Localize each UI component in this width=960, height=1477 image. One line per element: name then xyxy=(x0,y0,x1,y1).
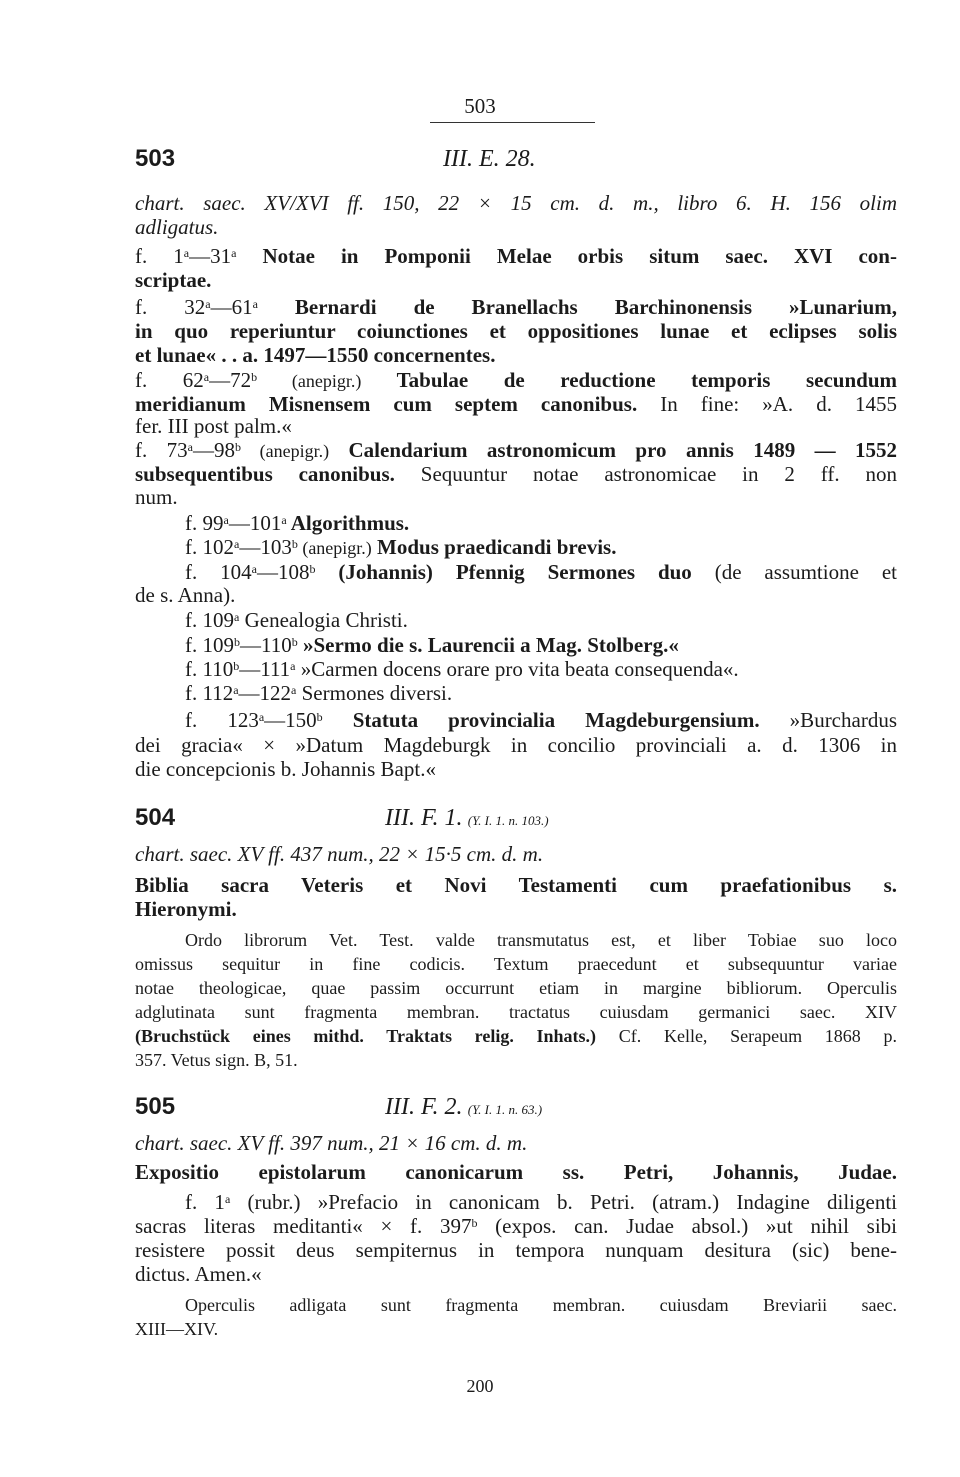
folio: f. 32 xyxy=(135,295,206,319)
entry-505-heading xyxy=(135,1095,897,1119)
note: (anepigr.) xyxy=(257,371,362,391)
incipit: »Burchardus xyxy=(759,708,897,732)
entry-503-item-cont: num. xyxy=(135,485,178,509)
entry-503-item xyxy=(135,560,897,584)
entry-503-item xyxy=(135,244,897,268)
folio: —111 xyxy=(239,657,291,681)
folio: —108 xyxy=(256,560,310,584)
item-title: Statuta provincialia Magdeburgensium. xyxy=(322,708,760,732)
entry-503-item xyxy=(135,368,897,393)
folio: —31 xyxy=(189,244,232,268)
superscript: b xyxy=(316,710,323,724)
superscript: a xyxy=(203,370,210,384)
entry-number: 504 xyxy=(135,804,176,831)
superscript: a xyxy=(205,297,211,311)
note-german: (Bruchstück eines mithd. Traktats relig. Inhats.) xyxy=(135,1026,597,1046)
item-title: Algorithmus. xyxy=(286,511,410,535)
entry-503-item-cont: et lunae« . . a. 1497—1550 concernentes. xyxy=(135,343,496,367)
entry-504-heading xyxy=(135,806,897,830)
entry-505-item-cont: dictus. Amen.« xyxy=(135,1262,262,1286)
superscript: a xyxy=(251,562,257,576)
item-title: subsequentibus canonibus. xyxy=(135,462,395,486)
note-reference: Cf. Kelle, Serapeum 1868 p. xyxy=(596,1026,898,1046)
shelfmark-group xyxy=(385,1095,542,1122)
entry-503-item xyxy=(135,708,897,732)
entry-503-description: chart. saec. XV/XVI ff. 150, 22 × 15 cm. d. m., libro 6. H. 156 olim xyxy=(135,191,897,215)
item-title: Bernardi de Branellachs Barchinonensis »Lunarium, xyxy=(257,295,897,319)
entry-503-item-cont xyxy=(135,392,897,416)
folio: f. 1 xyxy=(185,1190,225,1214)
entry-503-item-cont: die concepcionis b. Johannis Bapt.« xyxy=(135,757,436,781)
entry-504-note: 357. Vetus sign. B, 51. xyxy=(135,1050,298,1070)
entry-505-note: Operculis adligata sunt fragmenta membran. cuiusdam Breviarii saec. xyxy=(185,1295,897,1315)
superscript: a xyxy=(234,537,240,551)
superscript: a xyxy=(223,513,229,527)
superscript: b xyxy=(234,440,241,454)
folio: —61 xyxy=(210,295,253,319)
old-shelfmark: (Y. I. 1. n. 63.) xyxy=(467,1102,543,1117)
entry-503-item xyxy=(135,657,947,681)
superscript: b xyxy=(471,1216,478,1230)
item-title: Genealogia Christi. xyxy=(239,608,408,632)
folio: —122 xyxy=(238,681,292,705)
superscript: b xyxy=(234,635,240,649)
incipit: In fine: »A. d. 1455 xyxy=(637,392,897,416)
entry-503-item xyxy=(135,438,897,463)
folio: —72 xyxy=(209,368,252,392)
item-title: »Carmen docens orare pro vita beata consequenda«. xyxy=(295,657,739,681)
entry-505-note: XIII—XIV. xyxy=(135,1319,219,1339)
folio: —98 xyxy=(192,438,235,462)
folio: —110 xyxy=(240,633,292,657)
entry-number: 505 xyxy=(135,1093,176,1120)
folio: f. 112 xyxy=(185,681,234,705)
note: Sequuntur notae astronomicae in 2 ff. non xyxy=(394,462,897,486)
shelfmark: III. F. 1. xyxy=(385,805,463,831)
superscript: a xyxy=(258,710,265,724)
superscript: a xyxy=(234,610,240,624)
superscript: a xyxy=(290,659,296,673)
shelfmark: III. F. 2. xyxy=(385,1094,463,1120)
superscript: a xyxy=(183,246,190,260)
folio: —150 xyxy=(264,708,317,732)
entry-504-note: omissus sequitur in fine codicis. Textum praecedunt et subsequuntur variae xyxy=(135,954,897,974)
entry-503-description-cont: adligatus. xyxy=(135,215,219,239)
folio: f. 104 xyxy=(185,560,252,584)
note: (anepigr.) xyxy=(240,441,330,461)
folio: f. 62 xyxy=(135,368,204,392)
entry-504-description: chart. saec. XV ff. 437 num., 22 × 15·5 cm. d. m. xyxy=(135,842,544,866)
running-head-page-number: 503 xyxy=(464,94,496,118)
entry-number: 503 xyxy=(135,145,176,172)
superscript: a xyxy=(231,246,237,260)
note: (anepigr.) xyxy=(297,538,372,558)
item-title: Modus praedicandi brevis. xyxy=(371,535,617,559)
shelfmark: III. E. 28. xyxy=(443,146,536,172)
item-title: Sermones diversi. xyxy=(296,681,453,705)
entry-503-item xyxy=(135,295,897,319)
incipit: (rubr.) »Prefacio in canonicam b. Petri. (atram.) Indagine diligenti xyxy=(230,1190,897,1214)
folio: f. 123 xyxy=(185,708,259,732)
superscript: a xyxy=(233,683,239,697)
item-title: Notae in Pomponii Melae orbis situm saec. XVI con- xyxy=(236,244,897,268)
folio: f. 110 xyxy=(185,657,234,681)
item-title: »Sermo die s. Laurencii a Mag. Stolberg.« xyxy=(297,633,679,657)
folio: f. 99 xyxy=(185,511,224,535)
note: (de assumtione et xyxy=(691,560,897,584)
folio: f. 109 xyxy=(185,633,234,657)
folio: f. 109 xyxy=(185,608,234,632)
entry-503-item-cont: in quo reperiuntur coiunctiones et oppositiones lunae et eclipses solis xyxy=(135,319,897,343)
folio: —101 xyxy=(228,511,282,535)
superscript: b xyxy=(251,370,258,384)
entry-503-heading xyxy=(135,147,897,171)
item-title: Calendarium astronomicum pro annis 1489 — 1552 xyxy=(329,438,898,462)
folio: f. 73 xyxy=(135,438,188,462)
entry-503-item xyxy=(135,608,947,632)
entry-503-item-cont: de s. Anna). xyxy=(135,583,236,607)
item-title: (Johannis) Pfennig Sermones duo xyxy=(315,560,692,584)
superscript: a xyxy=(224,1192,231,1206)
entry-505-description: chart. saec. XV ff. 397 num., 21 × 16 cm. d. m. xyxy=(135,1131,528,1155)
superscript: a xyxy=(281,513,287,527)
shelfmark-group xyxy=(385,806,549,833)
entry-504-note: Ordo librorum Vet. Test. valde transmutatus est, et liber Tobiae suo loco xyxy=(185,930,897,950)
superscript: b xyxy=(291,635,298,649)
entry-503-item-cont: dei gracia« × »Datum Magdeburgk in concilio provinciali a. d. 1306 in xyxy=(135,733,897,757)
superscript: b xyxy=(291,537,298,551)
entry-505-item-cont xyxy=(135,1214,897,1238)
entry-503-item xyxy=(135,511,947,535)
old-shelfmark: (Y. I. 1. n. 103.) xyxy=(467,813,549,828)
entry-503-item-cont: fer. III post palm.« xyxy=(135,414,292,438)
folio: f. 1 xyxy=(135,244,184,268)
entry-505-item-cont: resistere possit deus sempiternus in tempora nunquam desitura (sic) bene- xyxy=(135,1238,897,1262)
entry-505-item xyxy=(135,1190,897,1214)
entry-504-title-cont: Hieronymi. xyxy=(135,897,237,921)
entry-503-item xyxy=(135,535,947,560)
item-title: Tabulae de reductione temporis secundum xyxy=(361,368,897,392)
explicit: (expos. can. Judae absol.) »ut nihil sibi xyxy=(477,1214,897,1238)
folio: —103 xyxy=(239,535,292,559)
superscript: b xyxy=(233,659,240,673)
entry-505-title: Expositio epistolarum canonicarum ss. Petri, Johannis, Judae. xyxy=(135,1160,897,1184)
item-title: meridianum Misnensem cum septem canonibus. xyxy=(135,392,638,416)
entry-504-title: Biblia sacra Veteris et Novi Testamenti cum praefationibus s. xyxy=(135,873,897,897)
folio: f. 102 xyxy=(185,535,234,559)
entry-503-item-cont xyxy=(135,462,897,486)
entry-503-item-cont: scriptae. xyxy=(135,268,212,292)
superscript: b xyxy=(309,562,316,576)
entry-504-note: adglutinata sunt fragmenta membran. tractatus cuiusdam germanici saec. XIV xyxy=(135,1002,897,1022)
footer-page-number: 200 xyxy=(466,1376,494,1396)
superscript: a xyxy=(187,440,193,454)
header-rule xyxy=(430,122,595,123)
entry-504-note: notae theologicae, quae passim occurrunt etiam in margine bibliorum. Operculis xyxy=(135,978,897,998)
superscript: a xyxy=(291,683,297,697)
folio: sacras literas meditanti« × f. 397 xyxy=(135,1214,472,1238)
superscript: a xyxy=(252,297,258,311)
entry-503-item xyxy=(135,633,947,657)
entry-503-item xyxy=(135,681,947,705)
entry-504-note xyxy=(135,1024,897,1048)
